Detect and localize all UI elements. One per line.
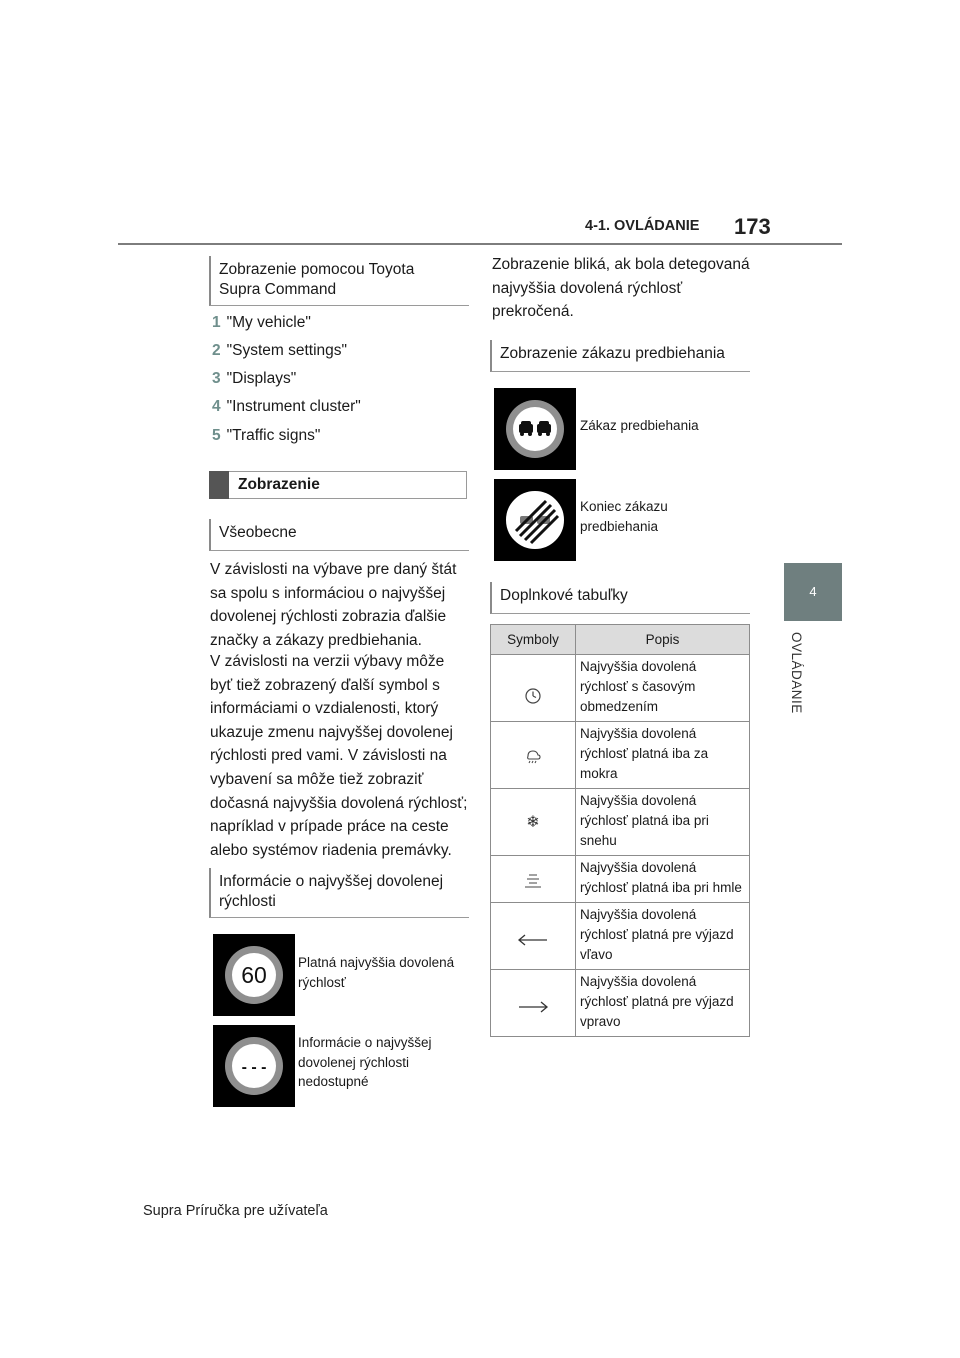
description-cell: Najvyššia dovolená rýchlosť platná pre výjazd vpravo bbox=[576, 970, 750, 1037]
table-row bbox=[491, 970, 750, 1037]
paragraph-1: V závislosti na výbave pre daný štát sa spolu s informáciou o najvyššej dovolenej rýchlosti zobrazia ďalšie značky a zákazy predbiehania. bbox=[210, 561, 457, 649]
speed-limit-icon bbox=[213, 934, 295, 1016]
table-header-row bbox=[491, 625, 750, 655]
chapter-tab: 4 bbox=[784, 563, 842, 621]
clock-icon bbox=[524, 687, 542, 705]
info-heading: Informácie o najvyššej dovolenej rýchlosti bbox=[219, 873, 444, 910]
symbol-cell bbox=[491, 655, 576, 722]
symbol-cell bbox=[491, 856, 576, 903]
step-3: 3 "Displays" bbox=[212, 370, 297, 387]
no-overtaking-sign-image bbox=[494, 388, 576, 470]
no-overtaking-caption: Zákaz predbiehania bbox=[580, 418, 699, 433]
blink-paragraph: Zobrazenie bliká, ak bola detegovaná najvyššia dovolená rýchlosť prekročená. bbox=[492, 256, 750, 321]
unavailable-value: - - - bbox=[241, 1059, 267, 1076]
step-4: 4 "Instrument cluster" bbox=[212, 398, 361, 415]
end-no-overtaking-caption: Koniec zákazu predbiehania bbox=[580, 499, 668, 534]
symbol-cell bbox=[491, 789, 576, 856]
fog-icon bbox=[523, 873, 543, 889]
description-cell: Najvyššia dovolená rýchlosť platná iba za mokra bbox=[576, 722, 750, 789]
arrow-right-icon bbox=[517, 1001, 549, 1013]
no-overtaking-icon bbox=[494, 388, 576, 470]
table-row bbox=[491, 789, 750, 856]
description-cell: Najvyššia dovolená rýchlosť platná iba pri snehu bbox=[576, 789, 750, 856]
table-row bbox=[491, 903, 750, 970]
vseobecne-heading-box bbox=[209, 519, 469, 551]
plates-heading-box bbox=[490, 582, 750, 614]
overtake-heading: Zobrazenie zákazu predbiehania bbox=[500, 345, 725, 362]
zobrazenie-heading: Zobrazenie bbox=[238, 476, 320, 493]
step-5: 5 "Traffic signs" bbox=[212, 427, 321, 444]
arrow-left-icon bbox=[517, 934, 549, 946]
info-heading-box bbox=[209, 868, 469, 918]
description-cell: Najvyššia dovolená rýchlosť platná pre výjazd vľavo bbox=[576, 903, 750, 970]
speed-unavailable-icon bbox=[213, 1025, 295, 1107]
symbol-cell bbox=[491, 722, 576, 789]
description-cell: Najvyššia dovolená rýchlosť platná iba pri hmle bbox=[576, 856, 750, 903]
plates-heading: Doplnkové tabuľky bbox=[500, 587, 628, 604]
symbols-table bbox=[490, 624, 750, 1037]
table-row bbox=[491, 655, 750, 722]
paragraph-2: V závislosti na verzii výbavy môže byť tiež zobrazený ďalší symbol s informáciami o vzdialenosti, ktorý ukazuje zmenu najvyššej dovolenej rýchlosti pred vami. V závislosti na vybavení sa môže tiež zobraziť dočasná najvyššia dovolená rýchlosť; napríklad v prípade práce na ceste alebo systémov riadenia premávky. bbox=[210, 653, 468, 859]
col-description: Popis bbox=[576, 625, 750, 655]
symbol-cell bbox=[491, 970, 576, 1037]
description-cell: Najvyššia dovolená rýchlosť s časovým obmedzením bbox=[576, 655, 750, 722]
speed-limit-caption: Platná najvyššia dovolená rýchlosť bbox=[298, 955, 455, 990]
speed-unavailable-sign-image bbox=[213, 1025, 295, 1107]
header-rule bbox=[118, 243, 842, 245]
footer-text: Supra Príručka pre užívateľa bbox=[143, 1203, 328, 1219]
step-2: 2 "System settings" bbox=[212, 342, 348, 359]
chapter-label: OVLÁDANIE bbox=[789, 632, 804, 714]
speed-limit-sign-image bbox=[213, 934, 295, 1016]
heading-marker bbox=[209, 471, 229, 499]
command-heading-box bbox=[209, 256, 469, 306]
speed-value: 60 bbox=[241, 962, 267, 988]
speed-unavailable-caption: Informácie o najvyššej dovolenej rýchlosti nedostupné bbox=[298, 1035, 432, 1089]
zobrazenie-heading-box bbox=[209, 471, 467, 499]
end-no-overtaking-icon bbox=[494, 479, 576, 561]
snowflake-icon: ❄ bbox=[526, 814, 540, 831]
end-no-overtaking-sign-image bbox=[494, 479, 576, 561]
table-row bbox=[491, 856, 750, 903]
vseobecne-heading: Všeobecne bbox=[219, 524, 297, 541]
command-heading: Zobrazenie pomocou Toyota Supra Command bbox=[219, 261, 415, 298]
page-number: 173 bbox=[734, 214, 771, 239]
symbol-cell bbox=[491, 903, 576, 970]
overtake-heading-box bbox=[490, 340, 750, 372]
col-symbols: Symboly bbox=[491, 625, 576, 655]
table-row bbox=[491, 722, 750, 789]
step-1: 1 "My vehicle" bbox=[212, 314, 311, 331]
rain-icon bbox=[524, 747, 542, 765]
header-section: 4-1. OVLÁDANIE bbox=[585, 218, 700, 234]
